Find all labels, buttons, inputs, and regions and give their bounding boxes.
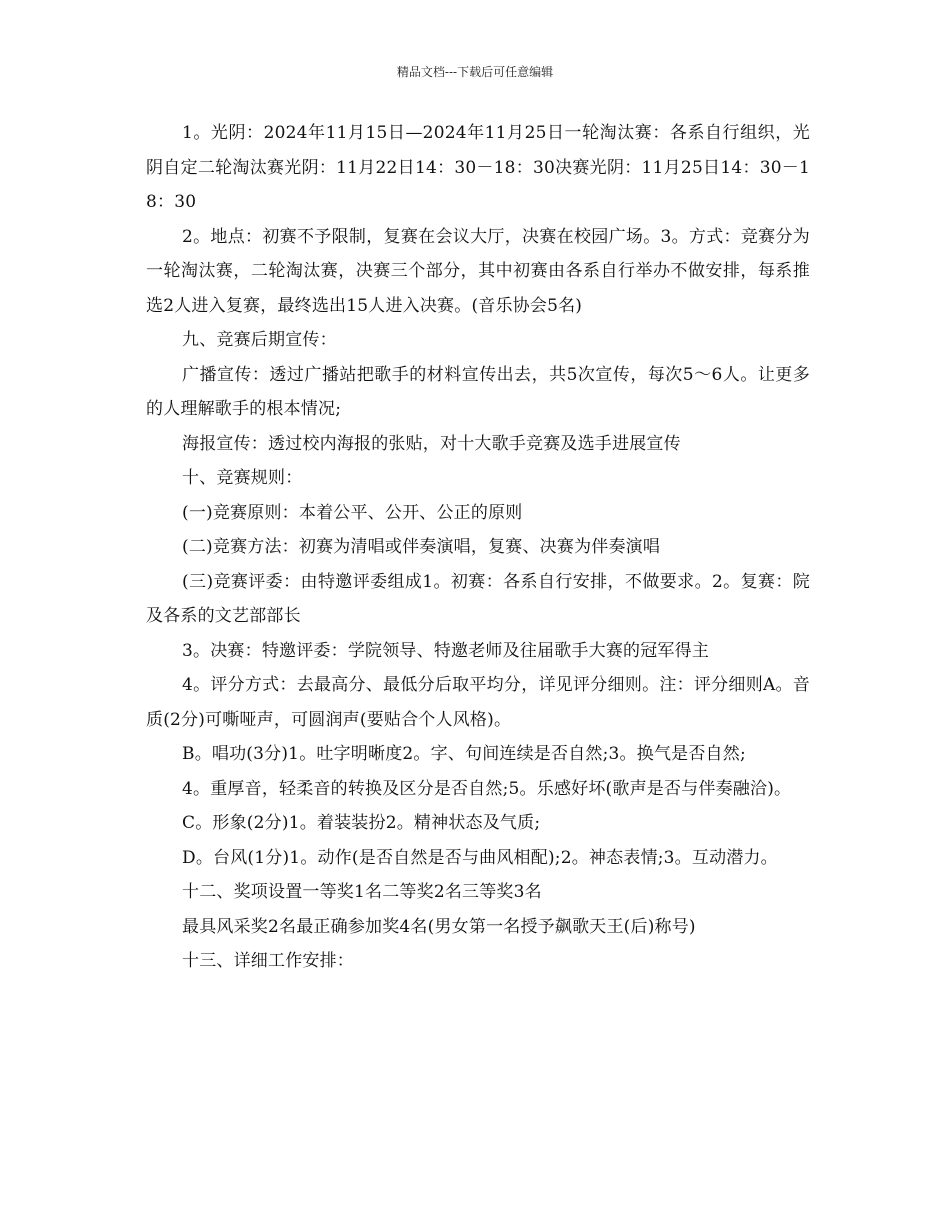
paragraph: 最具风采奖2名最正确参加奖4名(男女第一名授予飙歌天王(后)称号): [182, 916, 696, 937]
paragraph: 4。重厚音，轻柔音的转换及区分是否自然;5。乐感好坏(歌声是否与伴奏融洽)。: [182, 778, 792, 799]
paragraph: 4。评分方式：去最高分、最低分后取平均分，详见评分细则。注：评分细则A。音质(2分)可嘶哑声，可圆润声(要贴合个人风格)。: [146, 675, 810, 730]
paragraph: (二)竞赛方法：初赛为清唱或伴奏演唱，复赛、决赛为伴奏演唱: [182, 537, 661, 557]
page-header: 精品文档---下载后可任意编辑: [396, 65, 554, 79]
document-body: [146, 116, 810, 979]
paragraph: (一)竞赛原则：本着公平、公开、公正的原则: [182, 502, 523, 523]
paragraph: 广播宣传：透过广播站把歌手的材料宣传出去，共5次宣传，每次5～6人。让更多的人理解歌手的根本情况;: [146, 364, 810, 419]
section-heading: 九、竞赛后期宣传：: [182, 330, 337, 350]
paragraph: 1。光阴：2024年11月15日—2024年11月25日一轮淘汰赛：各系自行组织，光阴自定二轮淘汰赛光阴：11月22日14：30－18：30决赛光阴：11月25日14：30－18：30: [146, 123, 810, 212]
paragraph: (三)竞赛评委：由特邀评委组成1。初赛：各系自行安排，不做要求。2。复赛：院及各系的文艺部部长: [146, 571, 810, 626]
paragraph: D。台风(1分)1。动作(是否自然是否与曲风相配);2。神态表情;3。互动潜力。: [182, 847, 778, 868]
paragraph: 海报宣传：透过校内海报的张贴，对十大歌手竞赛及选手进展宣传: [182, 433, 681, 454]
section-heading: 十二、奖项设置一等奖1名二等奖2名三等奖3名: [182, 882, 542, 902]
paragraph: 3。决赛：特邀评委：学院领导、特邀老师及往届歌手大赛的冠军得主: [182, 640, 710, 661]
section-heading: 十、竞赛规则：: [182, 468, 303, 488]
section-heading: 十三、详细工作安排：: [182, 951, 354, 971]
paragraph: C。形象(2分)1。着装装扮2。精神状态及气质;: [182, 813, 541, 833]
paragraph: 2。地点：初赛不予限制，复赛在会议大厅，决赛在校园广场。3。方式：竞赛分为一轮淘汰赛，二轮淘汰赛，决赛三个部分，其中初赛由各系自行举办不做安排，每系推选2人进入复赛，最终选出15人进入决赛。(音乐协会5名): [146, 226, 810, 316]
paragraph: B。唱功(3分)1。吐字明晰度2。字、句间连续是否自然;3。换气是否自然;: [182, 744, 746, 764]
